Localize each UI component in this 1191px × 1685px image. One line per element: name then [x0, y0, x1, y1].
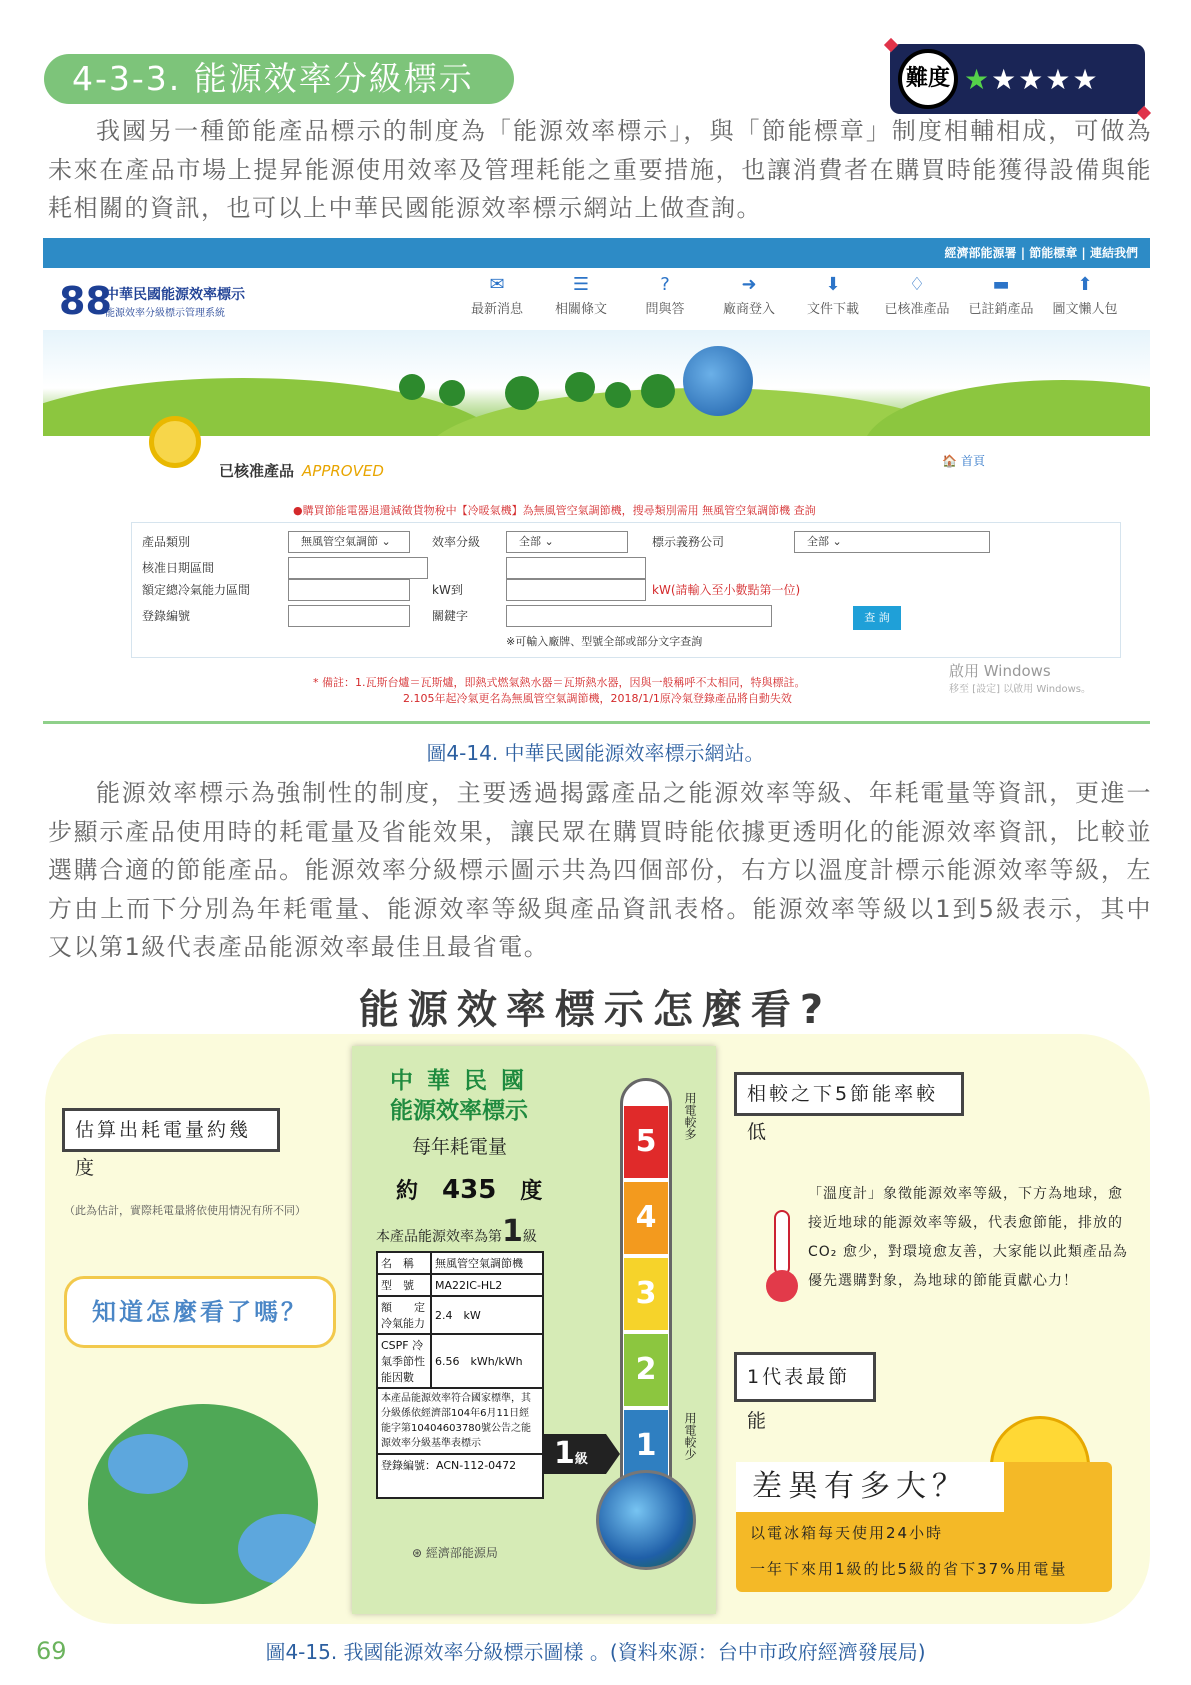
label-footer-text: 經濟部能源局: [425, 1546, 498, 1560]
difference-line-2: 一年下來用1級的比5級的省下37%用電量: [750, 1560, 1068, 1578]
keyword-label: 關鍵字: [432, 609, 469, 623]
label-grade-suffix: 級: [522, 1229, 537, 1245]
label-grade-prefix: 本產品能源效率為第: [376, 1229, 502, 1245]
body-paragraph: [48, 774, 1152, 967]
label-name: 能源效率標示: [390, 1098, 528, 1124]
label-info-table: [376, 1251, 544, 1499]
red-notice: ●購買節能電器退還減徵貨物稅中【冷暖氣機】為無風管空氣調節機，搜尋類別需用 無風管空氣調節機 查詢: [293, 504, 816, 517]
estimate-note: （此為估計，實際耗電量將依使用情況有所不同）: [64, 1204, 306, 1217]
approved-label-en: APPROVED: [302, 462, 384, 480]
difference-line-1: 以電冰箱每天使用24小時: [750, 1524, 944, 1542]
nav-icon: ♢: [908, 274, 926, 295]
low-efficiency-box: 相較之下5節能率較低: [734, 1072, 964, 1116]
reg-label: 登錄編號: [142, 609, 191, 623]
approved-pin-icon: [149, 416, 201, 468]
site-header: [43, 268, 1150, 330]
earth-mascot: [88, 1404, 318, 1604]
query-button[interactable]: 查 詢: [853, 606, 901, 630]
label-footer: ⊛ 經濟部能源局: [412, 1546, 498, 1560]
thermometer-level-1: 1: [624, 1410, 668, 1482]
site-topbar: 經濟部能源署 | 節能標章 | 連結我們: [43, 238, 1150, 268]
difficulty-label: 難度: [898, 49, 958, 109]
home-link[interactable]: 🏠 首頁: [942, 454, 985, 468]
site-note-2: 2.105年起冷氣更名為無風管空氣調節機，2018/1/1原冷氣登錄產品將自動失效: [403, 692, 792, 705]
company-label: 標示義務公司: [652, 535, 725, 549]
nav-label: 廠商登入: [722, 302, 775, 317]
capacity-label: 額定總冷氣能力區間: [142, 583, 251, 597]
banner-tree: [565, 372, 595, 402]
nav-label: 相關條文: [554, 302, 607, 317]
website-screenshot: [43, 238, 1150, 724]
nav-label: 問與答: [645, 302, 685, 317]
body-paragraph-text: 能源效率標示為強制性的制度，主要透過揭露產品之能源效率等級、年耗電量等資訊，更進一步顯示產品使用時的耗電量及省能效果，讓民眾在購買時能依據更透明化的能源效率資訊，比較並選購合適的節能產品。能源效率分級標示圖示共為四個部份，右方以溫度計標示能源效率等級，左方由上而下分別為年耗電量、能源效率等級與產品資訊表格。能源效率等級以1到5級表示，其中又以第1級代表產品能源效率最佳且最省電。: [48, 779, 1152, 961]
label-grade-number: 1: [502, 1214, 523, 1249]
nav-item[interactable]: [707, 274, 791, 317]
nav-icon: ➜: [741, 274, 757, 295]
banner-tree: [399, 374, 425, 400]
nav-item[interactable]: [623, 274, 707, 317]
label-table-row: [377, 1296, 543, 1334]
home-link-label: 首頁: [960, 454, 985, 468]
windows-watermark: 啟用 Windows: [949, 662, 1051, 680]
nav-item[interactable]: [539, 274, 623, 317]
label-table-value: 2.4 kW: [431, 1296, 543, 1334]
nav-label: 圖文懶人包: [1052, 302, 1118, 317]
label-approx: 約: [396, 1179, 419, 1204]
label-grade: [376, 1214, 537, 1249]
nav-item[interactable]: [1043, 274, 1127, 317]
logo-mark: 88: [59, 279, 112, 323]
label-table-key: CSPF 冷氣季節性能因數: [377, 1334, 431, 1388]
label-table-row: [377, 1334, 543, 1388]
label-table-key: 型 號: [377, 1274, 431, 1296]
efficiency-label: 效率分級: [432, 535, 481, 549]
label-table-row: [377, 1274, 543, 1296]
efficiency-select[interactable]: 全部 ⌄: [506, 531, 628, 553]
date-label: 核准日期區間: [142, 561, 215, 575]
grade-arrow-unit: 級: [574, 1452, 588, 1467]
star-icon: ★: [1072, 62, 1100, 96]
earth-ocean: [108, 1434, 188, 1494]
label-table-value: 無風管空氣調節機: [431, 1252, 543, 1274]
label-kwh-value: 435: [442, 1175, 497, 1205]
label-table-key: 名 稱: [377, 1252, 431, 1274]
infographic-title: 能源效率標示怎麼看?: [358, 987, 833, 1033]
label-kwh-unit: 度: [520, 1179, 543, 1204]
label-statement: 本產品能源效率符合國家標準，其分級係依經濟部104年6月11日經能字第10404603780號公告之能源效率分級基準表標示: [377, 1388, 543, 1454]
search-form: [131, 522, 1121, 658]
most-efficient-box: 1代表最節能: [734, 1352, 876, 1402]
star-icon: ★: [1018, 62, 1046, 96]
section-title: 4-3-3. 能源效率分級標示: [44, 54, 514, 104]
thermometer-level-5: 5: [624, 1106, 668, 1178]
thermometer-level-2: 2: [624, 1334, 668, 1406]
difficulty-badge: [890, 44, 1145, 114]
label-country: 中華民國: [390, 1068, 538, 1094]
thermometer-level-3: 3: [624, 1258, 668, 1330]
banner-tree: [439, 380, 465, 406]
label-table-row: [377, 1252, 543, 1274]
windows-watermark-sub: 移至 [設定] 以啟用 Windows。: [949, 684, 1091, 695]
label-table-value: 6.56 kWh/kWh: [431, 1334, 543, 1388]
difference-box: [736, 1462, 1112, 1592]
nav-label: 已註銷產品: [968, 302, 1034, 317]
reg-input[interactable]: [288, 605, 410, 627]
nav-label: 已核准產品: [884, 302, 950, 317]
nav-icon: ☰: [572, 274, 590, 295]
kw-to-label: kW到: [432, 583, 463, 597]
product-type-value: 無風管空氣調節: [301, 535, 378, 548]
nav-item[interactable]: [455, 274, 539, 317]
label-annual-use: 每年耗電量: [412, 1136, 508, 1158]
grade-arrow-number: 1: [554, 1436, 575, 1471]
site-note-1: * 備註：1.瓦斯台爐＝瓦斯爐，即熱式燃氣熱水器＝瓦斯熱水器，因與一般稱呼不太相同，特與標註。: [313, 676, 806, 689]
nav-item[interactable]: [791, 274, 875, 317]
label-table-value: MA22IC-HL2: [431, 1274, 543, 1296]
figure-caption-1: 圖4-14. 中華民國能源效率標示網站。: [426, 741, 765, 765]
figure-caption-2: 圖4-15. 我國能源效率分級標示圖樣 。(資料來源：台中市政府經濟發展局): [265, 1640, 926, 1664]
nav-item[interactable]: [959, 274, 1043, 317]
thermo-bottom-label: 用電較少: [683, 1412, 697, 1460]
page-number: 69: [36, 1637, 67, 1665]
thermometer-description: 「溫度計」象徵能源效率等級，下方為地球，愈接近地球的能源效率等級，代表愈節能，排放的CO₂ 愈少，對環境愈友善，大家能以此類產品為優先選購對象，為地球的節能貢獻心力！: [808, 1186, 1128, 1289]
nav-icon: ?: [660, 274, 670, 295]
company-value: 全部: [807, 535, 829, 548]
product-type-label: 產品類別: [142, 535, 191, 549]
capacity-max-input[interactable]: [506, 579, 646, 601]
nav-icon: ✉: [489, 274, 505, 295]
star-icon: ★: [991, 62, 1019, 96]
decor-dot: [884, 38, 898, 52]
efficiency-thermometer: [616, 1078, 676, 1518]
efficiency-value: 全部: [519, 535, 541, 548]
site-content: [43, 436, 1150, 705]
thermo-top-label: 用電較多: [683, 1092, 697, 1140]
logo-subtitle: 能源效率分級標示管理系統: [105, 307, 225, 319]
intro-paragraph-text: 我國另一種節能產品標示的制度為「能源效率標示」，與「節能標章」制度相輔相成，可做為未來在產品市場上提昇能源使用效率及管理耗能之重要措施，也讓消費者在購買時能獲得設備與能耗相關的資訊，也可以上中華民國能源效率標示網站上做查詢。: [48, 117, 1152, 222]
approved-heading: [219, 460, 384, 481]
thermometer-icon: [774, 1210, 790, 1276]
nav-label: 文件下載: [806, 302, 859, 317]
label-table-key: 額 定冷氣能力: [377, 1296, 431, 1334]
nav-item[interactable]: [875, 274, 959, 317]
estimate-box: 估算出耗電量約幾度: [62, 1108, 280, 1152]
thermometer-globe-bulb: [596, 1470, 696, 1570]
label-reg: 登錄編號：ACN-112-0472: [377, 1454, 543, 1498]
logo-title: 中華民國能源效率標示: [105, 286, 245, 303]
grade-arrow: [544, 1434, 606, 1474]
speech-bubble: 知道怎麼看了嗎？: [64, 1276, 336, 1348]
earth-ocean: [238, 1514, 318, 1584]
company-select[interactable]: 全部 ⌄: [794, 531, 990, 553]
banner-hill: [43, 378, 503, 436]
thermometer-bulb-icon: [766, 1270, 798, 1302]
difficulty-stars: [964, 63, 1100, 96]
nav-label: 最新消息: [470, 302, 523, 317]
banner-hill: [863, 380, 1150, 436]
nav-icon: ⬇: [825, 274, 841, 295]
banner-tree: [605, 382, 631, 408]
banner-tree: [505, 376, 539, 410]
nav-icon: ▬: [992, 274, 1010, 295]
star-icon: ★: [1045, 62, 1073, 96]
approved-label: 已核准產品: [219, 462, 295, 480]
banner-globe: [683, 346, 753, 416]
date-end-input[interactable]: [506, 557, 646, 579]
site-banner: [43, 330, 1150, 436]
nav-icon: ⬆: [1077, 274, 1093, 295]
site-logo[interactable]: [59, 280, 245, 322]
thermometer-level-4: 4: [624, 1182, 668, 1254]
keyword-hint: ※可輸入廠牌、型號全部或部分文字查詢: [506, 635, 703, 648]
label-kwh: [396, 1174, 542, 1205]
banner-tree: [641, 374, 675, 408]
intro-paragraph: [48, 112, 1152, 228]
date-start-input[interactable]: [288, 557, 428, 579]
capacity-min-input[interactable]: [288, 579, 410, 601]
kw-hint: kW(請輸入至小數點第一位): [652, 583, 801, 597]
site-nav: [455, 274, 1127, 317]
product-type-select[interactable]: 無風管空氣調節 ⌄: [288, 531, 410, 553]
star-icon: ★: [964, 62, 992, 96]
keyword-input[interactable]: [506, 605, 772, 627]
difference-title: 差異有多大？: [736, 1462, 1004, 1512]
